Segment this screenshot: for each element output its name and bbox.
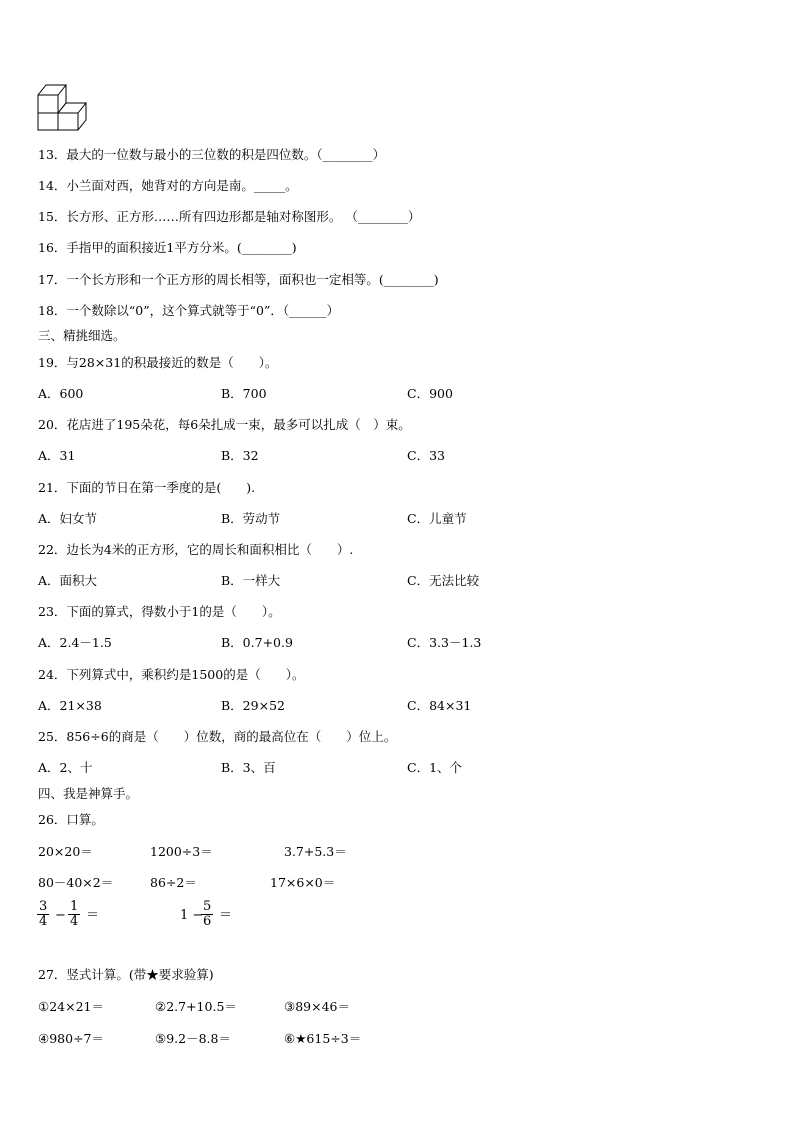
option-20b: B．32: [221, 448, 259, 463]
option-19a: A．600: [38, 386, 84, 401]
option-19c: C．900: [407, 386, 453, 401]
calc-26-2: 1200÷3＝: [150, 844, 213, 859]
denominator: 4: [70, 914, 79, 929]
one-minus: 1 −: [180, 908, 204, 923]
section-3-heading: 三、精挑细选。: [38, 328, 126, 343]
denominator: 6: [203, 914, 212, 929]
question-26-title: 26．口算。: [38, 812, 104, 827]
option-20c: C．33: [407, 448, 445, 463]
option-23a: A．2.4－1.5: [38, 635, 112, 650]
equals-sign: ＝: [219, 908, 233, 923]
calc-27-6: ⑥★615÷3＝: [284, 1031, 362, 1046]
option-25a: A．2、十: [38, 760, 93, 775]
option-23c: C．3.3－1.3: [407, 635, 482, 650]
option-21a: A．妇女节: [38, 511, 98, 526]
question-22: 22．边长为4米的正方形，它的周长和面积相比（ ）.: [38, 542, 354, 557]
calc-26-4: 80－40×2＝: [38, 875, 114, 890]
calc-27-5: ⑤9.2－8.8＝: [155, 1031, 231, 1046]
minus-sign: −: [55, 908, 66, 923]
option-24c: C．84×31: [407, 698, 472, 713]
calc-27-1: ①24×21＝: [38, 999, 104, 1014]
option-21c: C．儿童节: [407, 511, 467, 526]
option-19b: B．700: [221, 386, 267, 401]
question-23: 23．下面的算式，得数小于1的是（ ）。: [38, 604, 281, 619]
section-4-heading: 四、我是神算手。: [38, 786, 139, 801]
question-19: 19．与28×31的积最接近的数是（ ）。: [38, 355, 278, 370]
question-15: 15．长方形、正方形……所有四边形都是轴对称图形。 （________）: [38, 209, 421, 224]
numerator: 1: [70, 899, 79, 914]
calc-26-1: 20×20＝: [38, 844, 93, 859]
option-24b: B．29×52: [221, 698, 285, 713]
numerator: 3: [39, 899, 48, 914]
question-14: 14．小兰面对西，她背对的方向是南。_____。: [38, 178, 298, 193]
fraction-1-4: [68, 900, 80, 929]
calc-27-4: ④980÷7＝: [38, 1031, 104, 1046]
question-18: 18．一个数除以“0”，这个算式就等于“0”．（______）: [38, 303, 340, 318]
calc-26-5: 86÷2＝: [150, 875, 197, 890]
question-16: 16．手指甲的面积接近1平方分米。(________): [38, 240, 297, 255]
calc-27-2: ②2.7+10.5＝: [155, 999, 237, 1014]
equals-sign: ＝: [86, 908, 100, 923]
fraction-5-6: [201, 900, 213, 929]
cube-figure: [37, 84, 89, 132]
numerator: 5: [203, 899, 212, 914]
option-25b: B．3、百: [221, 760, 276, 775]
option-25c: C．1、个: [407, 760, 463, 775]
option-20a: A．31: [38, 448, 76, 463]
question-25: 25．856÷6的商是（ ）位数，商的最高位在（ ）位上。: [38, 729, 397, 744]
option-22c: C．无法比较: [407, 573, 480, 588]
denominator: 4: [39, 914, 48, 929]
calc-26-6: 17×6×0＝: [270, 875, 336, 890]
option-22b: B．一样大: [221, 573, 281, 588]
fraction-3-4: [37, 900, 49, 929]
question-17: 17．一个长方形和一个正方形的周长相等，面积也一定相等。(________): [38, 272, 439, 287]
question-24: 24．下列算式中，乘积约是1500的是（ ）。: [38, 667, 305, 682]
calc-26-3: 3.7+5.3＝: [284, 844, 347, 859]
option-23b: B．0.7+0.9: [221, 635, 293, 650]
option-24a: A．21×38: [38, 698, 102, 713]
question-20: 20．花店进了195朵花，每6朵扎成一束，最多可以扎成（ ）束。: [38, 417, 411, 432]
calc-27-3: ③89×46＝: [284, 999, 350, 1014]
question-13: 13．最大的一位数与最小的三位数的积是四位数。（________）: [38, 147, 386, 162]
question-27-title: 27．竖式计算。(带★要求验算): [38, 967, 214, 982]
option-22a: A．面积大: [38, 573, 98, 588]
question-21: 21．下面的节日在第一季度的是( ).: [38, 480, 256, 495]
option-21b: B．劳动节: [221, 511, 281, 526]
